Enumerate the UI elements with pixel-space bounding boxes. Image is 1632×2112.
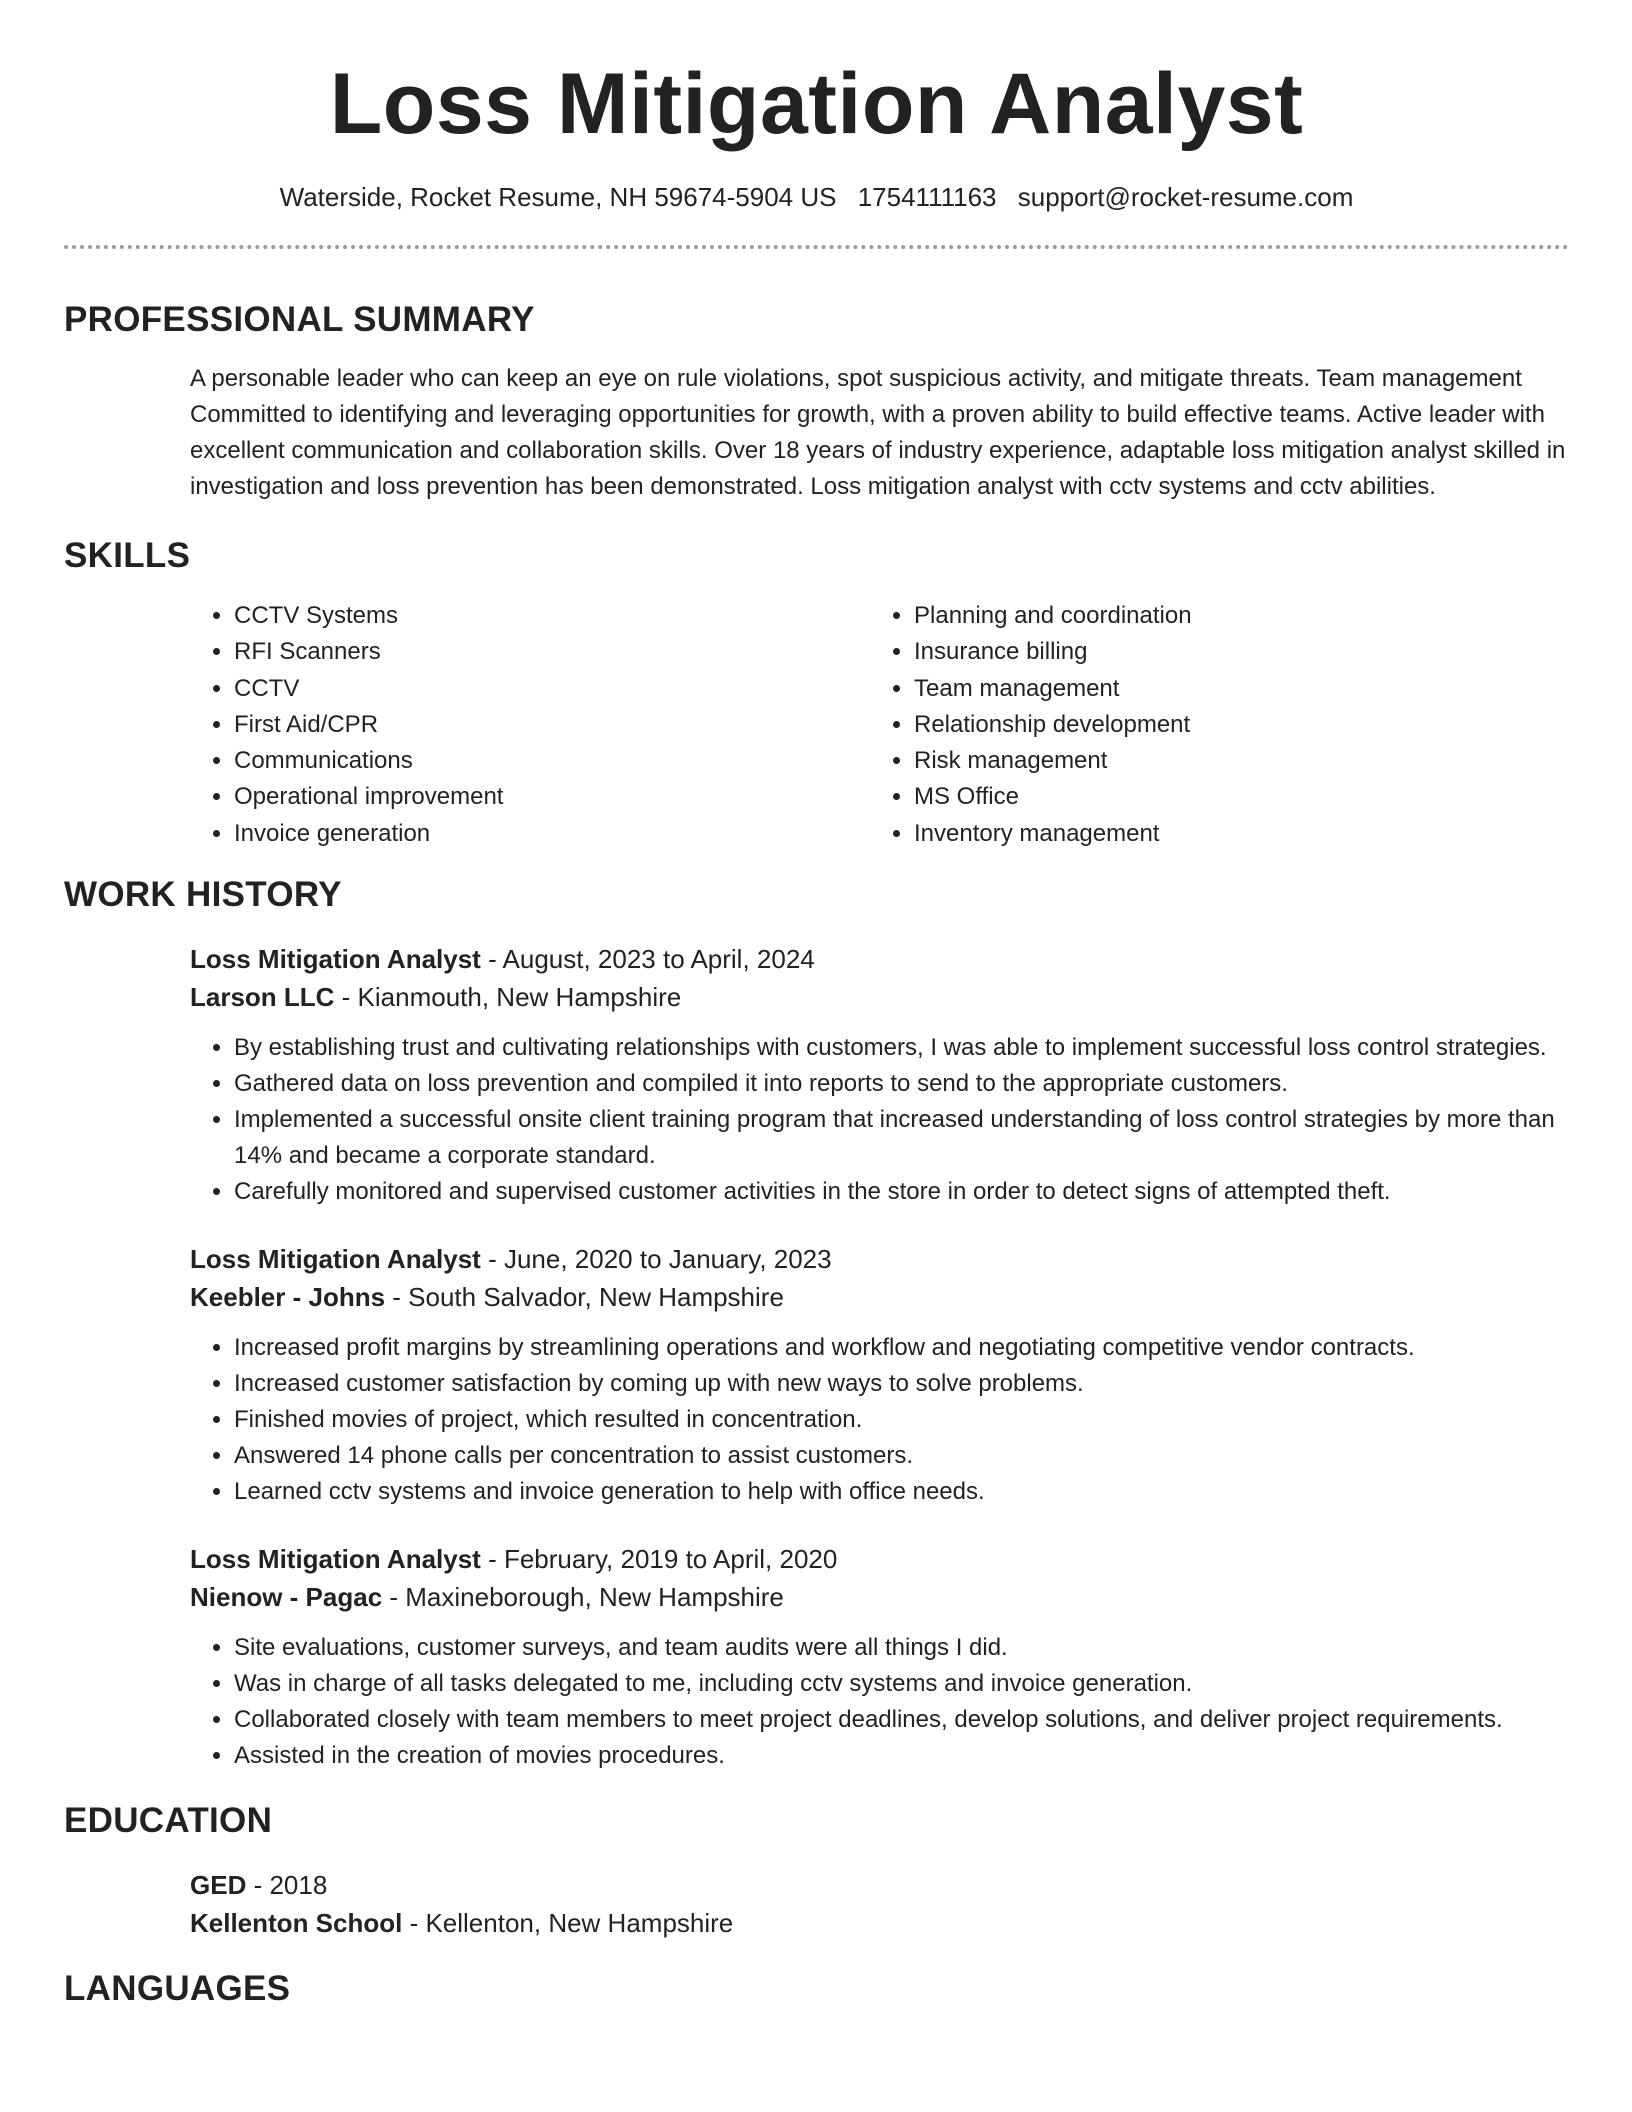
education-year: - 2018 <box>246 1870 328 1901</box>
job-bullets <box>190 1630 1569 1774</box>
job-bullet: • Was in charge of all tasks delegated to me, including cctv systems and invoice generation. <box>234 1666 1569 1702</box>
skill-item: • Inventory management <box>914 816 1550 852</box>
job-location: - Maxineborough, New Hampshire <box>382 1582 784 1613</box>
section-title-education: EDUCATION <box>64 1801 273 1841</box>
skills-column-left <box>190 598 870 852</box>
skill-item: • CCTV <box>234 671 870 707</box>
job-role-line <box>190 1540 1569 1578</box>
job-location: - South Salvador, New Hampshire <box>385 1282 784 1313</box>
job-bullet: • Finished movies of project, which resulted in concentration. <box>234 1402 1569 1438</box>
job-bullet: • Assisted in the creation of movies procedures. <box>234 1738 1569 1774</box>
contact-address: Waterside, Rocket Resume, NH 59674-5904 US <box>279 182 837 212</box>
resume-page <box>64 0 1569 2014</box>
job-role: Loss Mitigation Analyst <box>190 1544 481 1575</box>
job-bullet: • Increased profit margins by streamlining operations and workflow and negotiating competitive vendor contracts. <box>234 1330 1569 1366</box>
skill-item: • Risk management <box>914 743 1550 779</box>
section-title-work-history: WORK HISTORY <box>64 875 342 915</box>
job-dates: - August, 2023 to April, 2024 <box>480 944 815 975</box>
skill-item: • Team management <box>914 671 1550 707</box>
job-company-line <box>190 1278 1569 1316</box>
job-location: - Kianmouth, New Hampshire <box>334 982 682 1013</box>
job-entry <box>190 1240 1569 1510</box>
skill-item: • Planning and coordination <box>914 598 1550 634</box>
job-bullet: • By establishing trust and cultivating relationships with customers, I was able to implement successful loss control strategies. <box>234 1030 1569 1066</box>
job-dates: - June, 2020 to January, 2023 <box>480 1244 832 1275</box>
contact-phone: 1754111163 <box>857 182 997 212</box>
skill-item: • First Aid/CPR <box>234 707 870 743</box>
job-entry <box>190 940 1569 1210</box>
skills-grid <box>190 598 1569 852</box>
skills-column-right <box>870 598 1550 852</box>
job-company-line <box>190 1578 1569 1616</box>
header-divider <box>64 245 1569 249</box>
education-school-line <box>190 1904 1569 1942</box>
education-entry <box>190 1866 1569 1942</box>
job-bullets <box>190 1030 1569 1210</box>
contact-email[interactable]: support@rocket-resume.com <box>1017 182 1354 212</box>
education-degree-line <box>190 1866 1569 1904</box>
job-company-line <box>190 978 1569 1016</box>
job-bullet: • Answered 14 phone calls per concentration to assist customers. <box>234 1438 1569 1474</box>
skill-item: • Communications <box>234 743 870 779</box>
education-location: - Kellenton, New Hampshire <box>402 1908 734 1939</box>
skill-item: • MS Office <box>914 779 1550 815</box>
job-entry <box>190 1540 1569 1774</box>
contact-line <box>64 180 1569 214</box>
section-title-languages: LANGUAGES <box>64 1969 291 2009</box>
job-bullet: • Increased customer satisfaction by coming up with new ways to solve problems. <box>234 1366 1569 1402</box>
job-company: Nienow - Pagac <box>190 1582 383 1613</box>
job-role: Loss Mitigation Analyst <box>190 1244 481 1275</box>
job-role-line <box>190 1240 1569 1278</box>
job-bullet: • Gathered data on loss prevention and compiled it into reports to send to the appropriate customers. <box>234 1066 1569 1102</box>
job-company: Larson LLC <box>190 982 335 1013</box>
job-bullet: • Learned cctv systems and invoice generation to help with office needs. <box>234 1474 1569 1510</box>
job-dates: - February, 2019 to April, 2020 <box>480 1544 838 1575</box>
summary-text: A personable leader who can keep an eye on rule violations, spot suspicious activity, and mitigate threats. Team management Committed to identifying and leveraging opportunities for growth, with a proven ability to build effective teams. Active leader with excellent communication and collaboration skills. Over 18 years of industry experience, adaptable loss mitigation analyst skilled in investigation and loss prevention has been demonstrated. Loss mitigation analyst with cctv systems and cctv abilities. <box>190 365 1566 500</box>
job-role: Loss Mitigation Analyst <box>190 944 481 975</box>
skill-item: • Invoice generation <box>234 816 870 852</box>
job-bullet: • Carefully monitored and supervised customer activities in the store in order to detect signs of attempted theft. <box>234 1174 1569 1210</box>
skill-item: • RFI Scanners <box>234 634 870 670</box>
job-company: Keebler - Johns <box>190 1282 386 1313</box>
education-degree: GED <box>190 1870 247 1901</box>
job-bullet: • Implemented a successful onsite client training program that increased understanding of loss control strategies by more than 14% and became a corporate standard. <box>234 1102 1569 1174</box>
skill-item: • Operational improvement <box>234 779 870 815</box>
section-title-summary: PROFESSIONAL SUMMARY <box>64 300 535 339</box>
education-school: Kellenton School <box>190 1908 403 1939</box>
skill-item: • CCTV Systems <box>234 598 870 634</box>
job-role-line <box>190 940 1569 978</box>
skill-item: • Relationship development <box>914 707 1550 743</box>
candidate-name: Loss Mitigation Analyst <box>329 56 1304 152</box>
job-bullet: • Collaborated closely with team members to meet project deadlines, develop solutions, and deliver project requirements. <box>234 1702 1569 1738</box>
job-bullets <box>190 1330 1569 1510</box>
section-title-skills: SKILLS <box>64 536 191 575</box>
job-bullet: • Site evaluations, customer surveys, and team audits were all things I did. <box>234 1630 1569 1666</box>
skill-item: • Insurance billing <box>914 634 1550 670</box>
